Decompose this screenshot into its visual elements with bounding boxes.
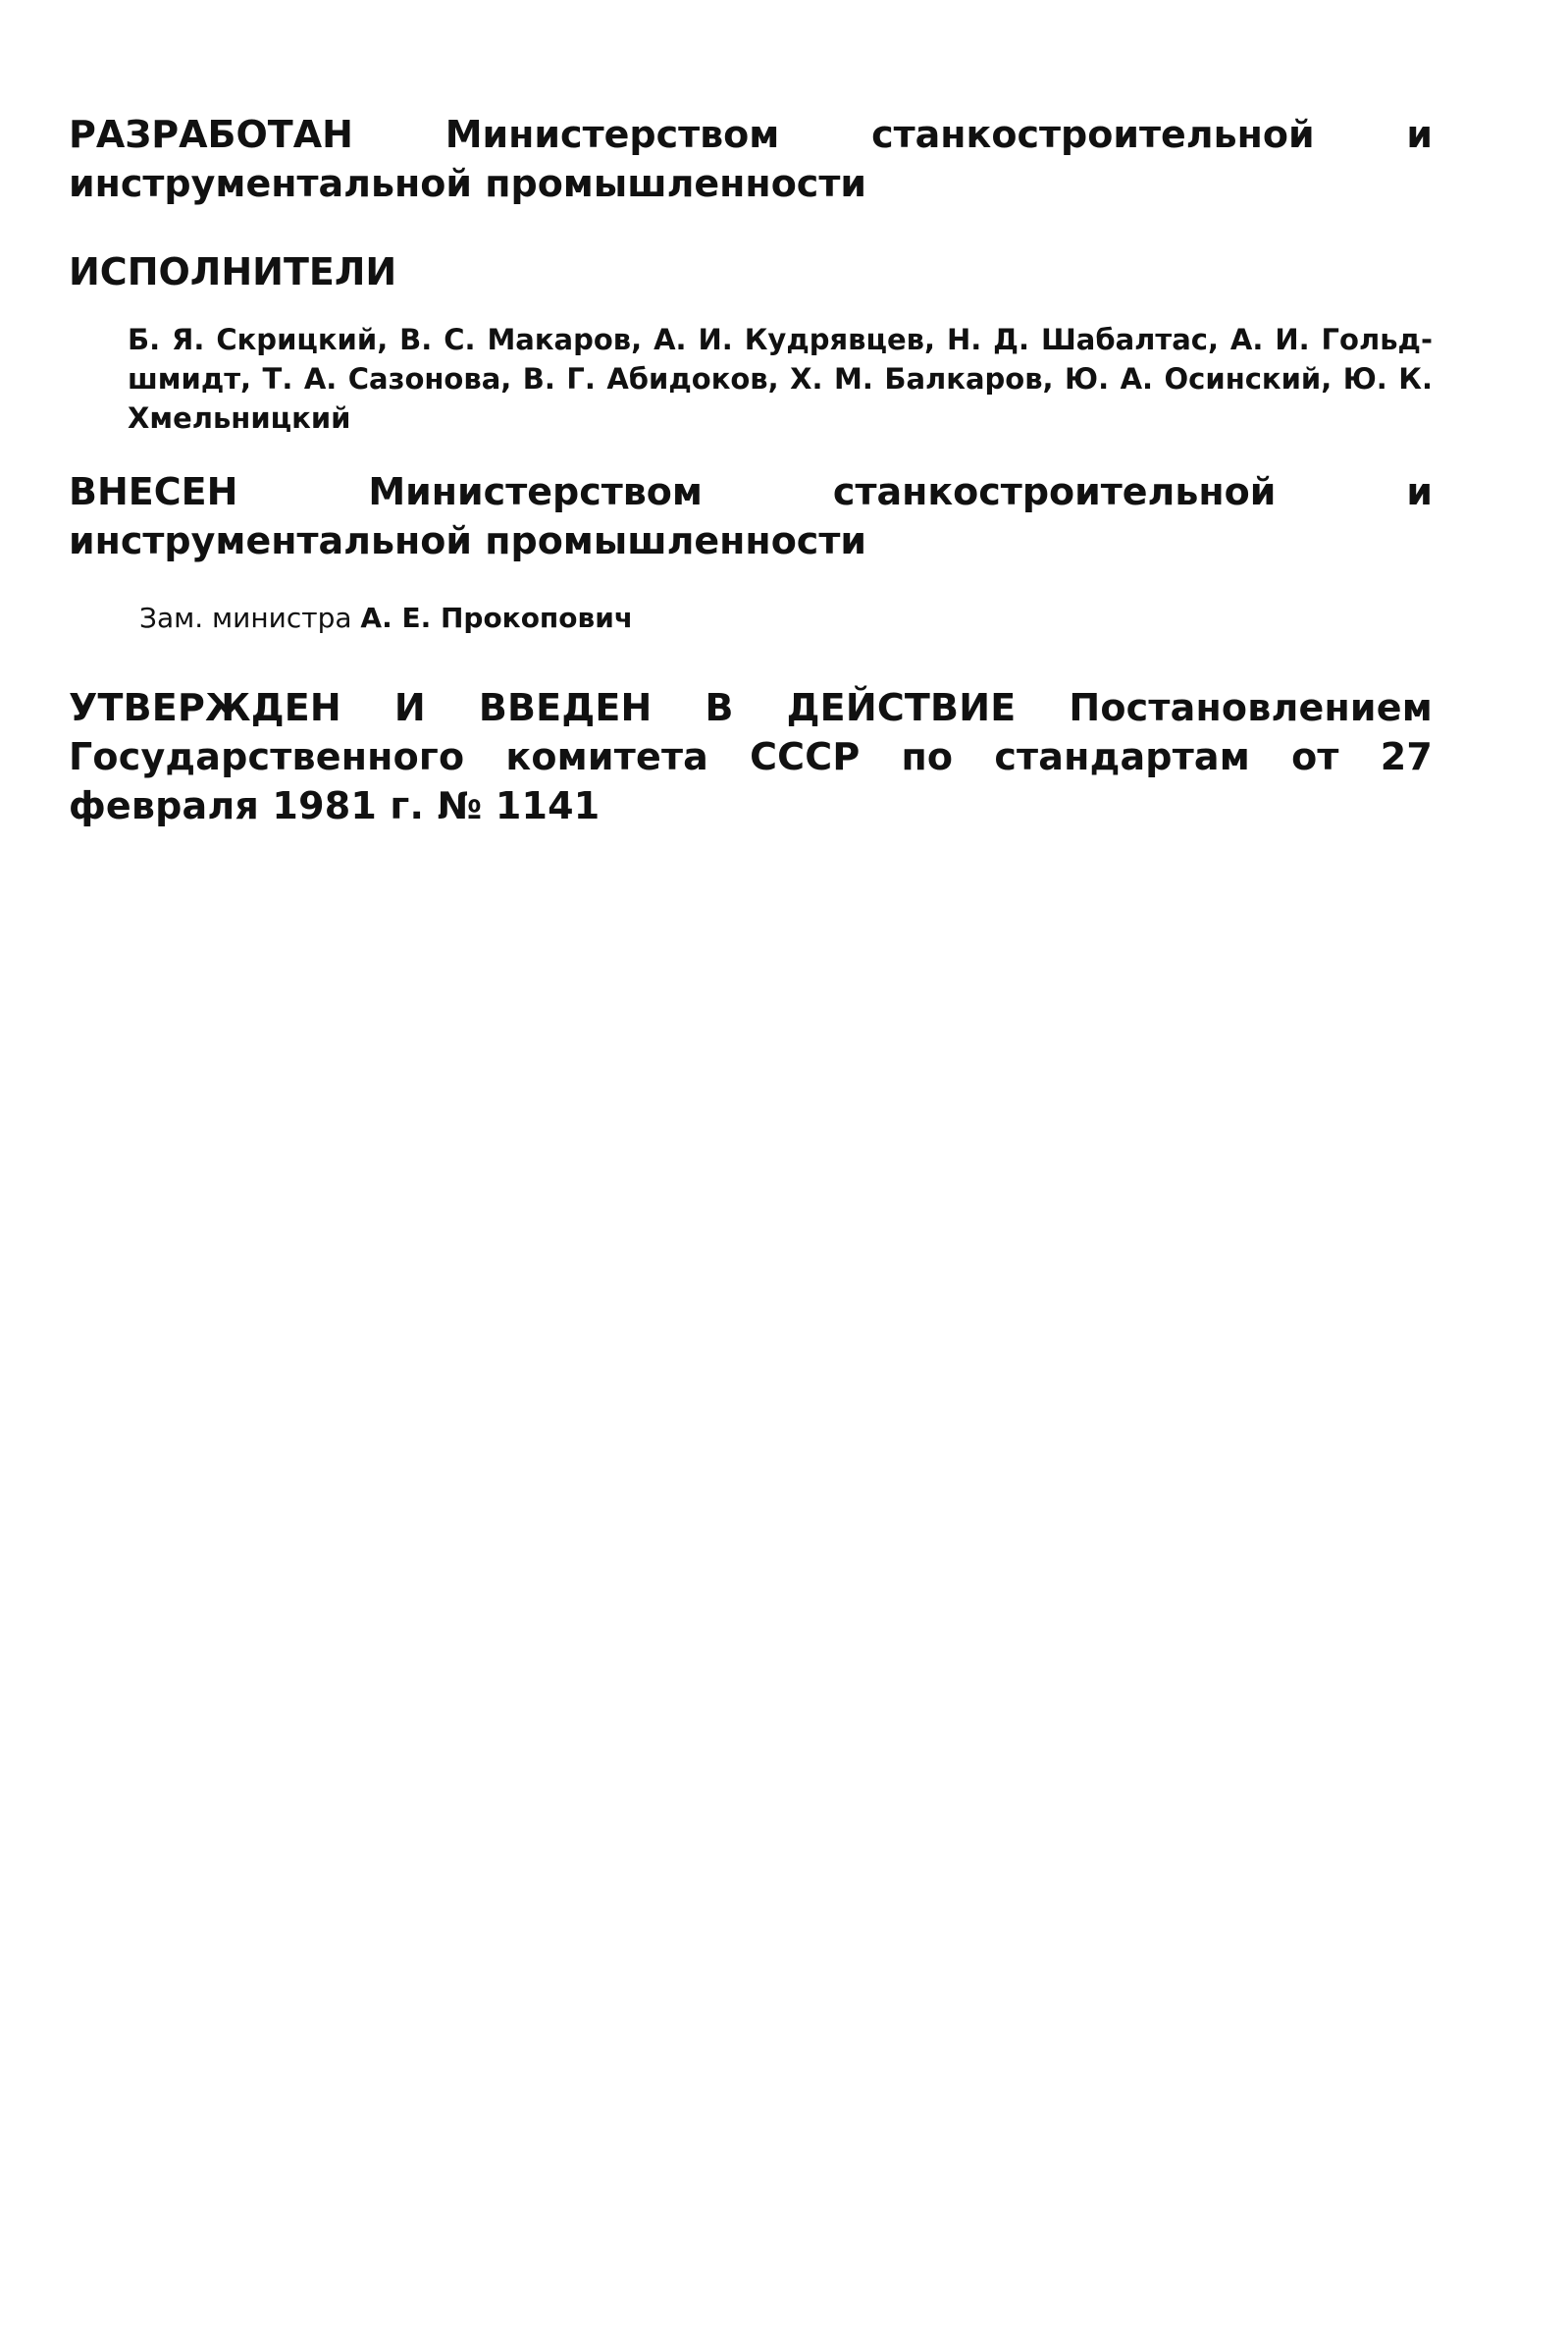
developed-by-paragraph	[69, 110, 1433, 208]
developed-by-label: РАЗРАБОТАН	[69, 113, 353, 156]
executors-names: Б. Я. Скрицкий, В. С. Макаров, А. И. Кудрявцев, Н. Д. Шабалтас, А. И. Гольдшмидт, Т. А. Сазонова, В. Г. Абидоков, Х. М. Балкаров, Ю. А. Осинский, Ю. К. Хмельницкий	[128, 323, 1433, 435]
approved-text: Постановлением Государственного комитета СССР по стандартам от 27 февраля 1981 г. № 1141	[69, 686, 1433, 827]
developed-by-text: Министерством станкостроительной и инструментальной промышленности	[69, 113, 1433, 205]
introduced-by-text: Министерством станкостроительной и инструментальной промышленности	[69, 470, 1434, 562]
deputy-minister-line	[139, 599, 1433, 638]
introduced-by-paragraph	[69, 467, 1433, 565]
deputy-minister-title: Зам. министра	[139, 602, 352, 634]
executors-heading: ИСПОЛНИТЕЛИ	[69, 250, 397, 293]
deputy-minister-name: А. Е. Прокопович	[360, 602, 634, 634]
approved-paragraph	[69, 683, 1433, 830]
document-page	[69, 110, 1433, 830]
introduced-by-label: ВНЕСЕН	[69, 470, 238, 513]
approved-label: УТВЕРЖДЕН И ВВЕДЕН В ДЕЙСТВИЕ	[69, 686, 1017, 729]
